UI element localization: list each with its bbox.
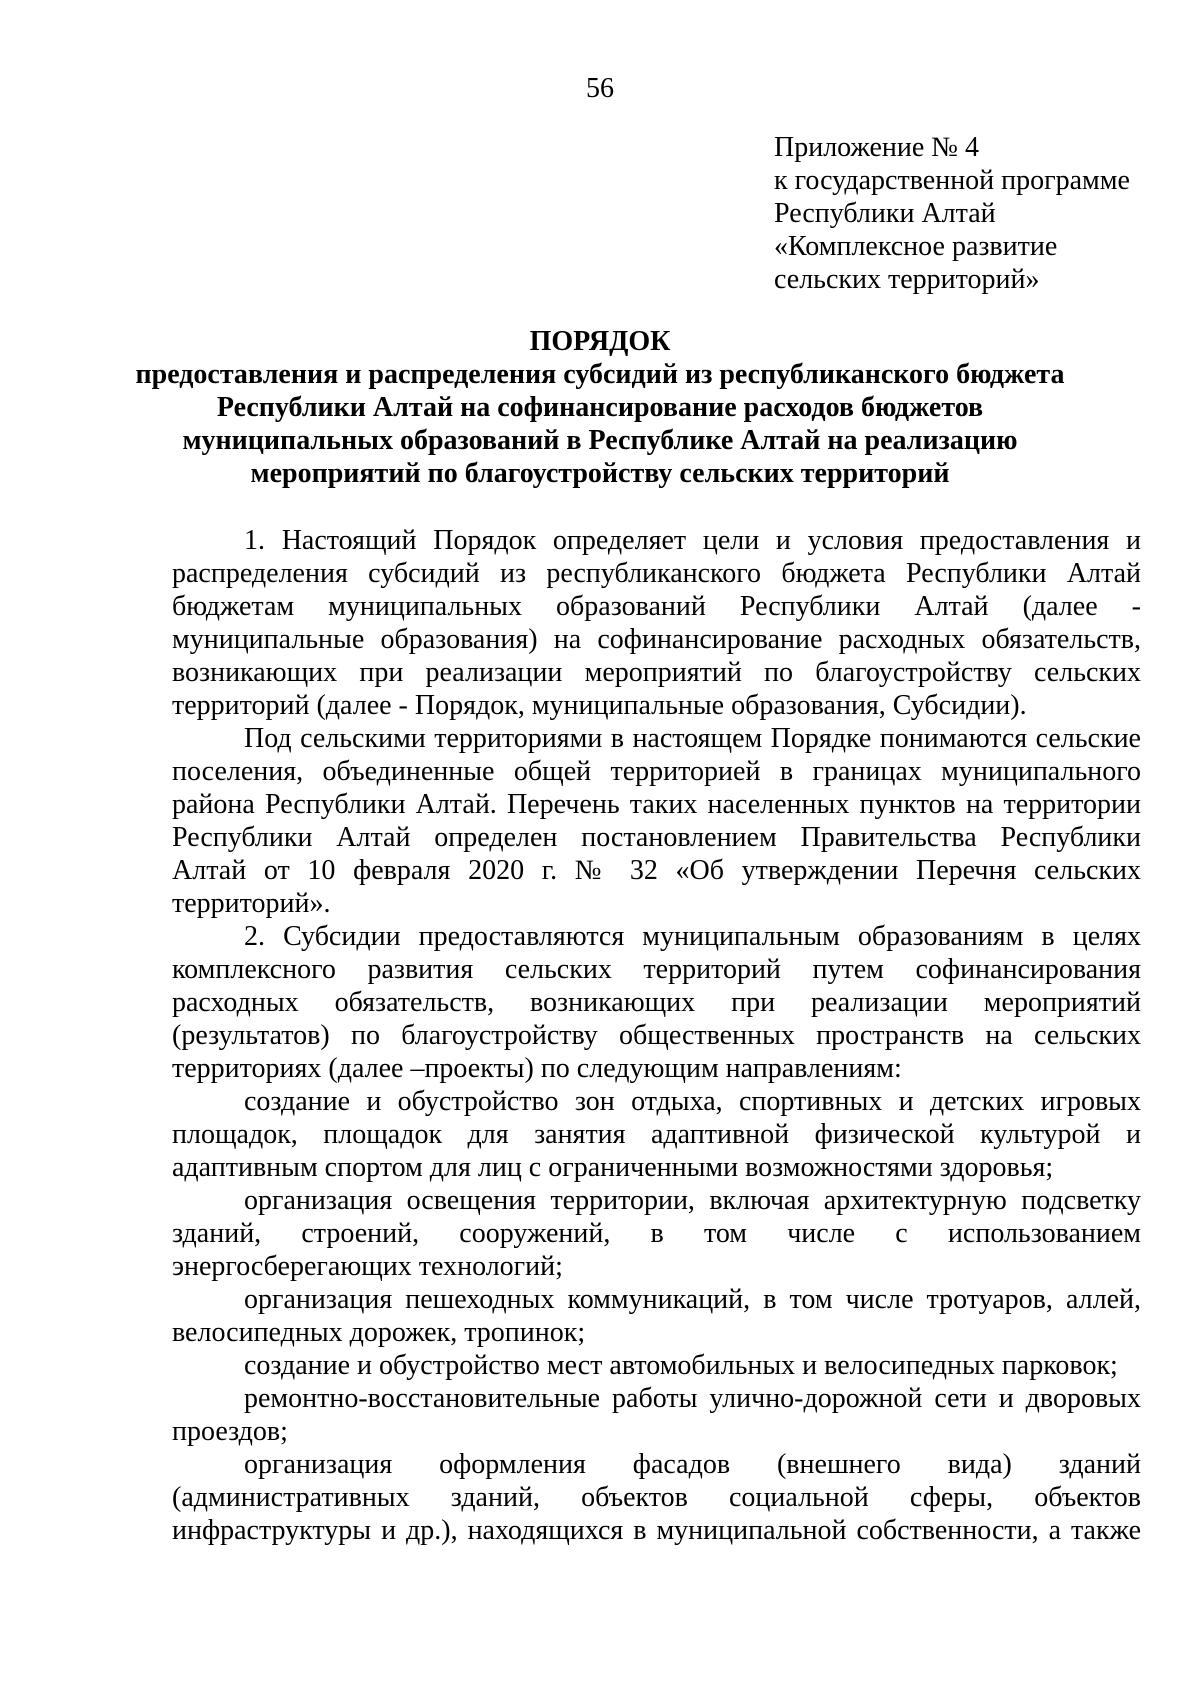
appendix-line: «Комплексное развитие <box>774 231 1058 262</box>
body-line: энергосберегающих технологий; <box>172 1251 563 1282</box>
body-line: зданий, строений, сооружений, в том числе с использованием <box>172 1218 1141 1249</box>
body-line: района Республики Алтай. Перечень таких населенных пунктов на территории <box>172 789 1141 820</box>
appendix-line: к государственной программе <box>774 165 1130 196</box>
body-line: Республики Алтай определен постановлением Правительства Республики <box>172 822 1141 853</box>
body-line: территориях (далее –проекты) по следующим направлениям: <box>172 1053 902 1084</box>
body-line: Алтай от 10 февраля 2020 г. № 32 «Об утверждении Перечня сельских <box>172 855 1141 886</box>
title-line: мероприятий по благоустройству сельских территорий <box>250 458 950 489</box>
body-line: территорий (далее - Порядок, муниципальные образования, Субсидии). <box>172 690 1027 721</box>
body-line: комплексного развития сельских территорий путем софинансирования <box>172 954 1141 985</box>
title-line: Республики Алтай на софинансирование расходов бюджетов <box>216 392 984 423</box>
body-line: 1. Настоящий Порядок определяет цели и условия предоставления и <box>244 525 1141 556</box>
body-line: бюджетам муниципальных образований Республики Алтай (далее - <box>172 591 1141 622</box>
body-line: организация оформления фасадов (внешнего вида) зданий <box>244 1449 1141 1480</box>
body-line: распределения субсидий из республиканского бюджета Республики Алтай <box>172 558 1141 589</box>
body-line: муниципальные образования) на софинансирование расходных обязательств, <box>172 624 1141 655</box>
document-body <box>172 524 1141 1547</box>
body-line: расходных обязательств, возникающих при реализации мероприятий <box>172 987 1141 1018</box>
document-title <box>100 325 1100 490</box>
appendix-line: Приложение № 4 <box>774 132 979 163</box>
title-line: предоставления и распределения субсидий из республиканского бюджета <box>135 359 1065 390</box>
body-line: адаптивным спортом для лиц с ограниченными возможностями здоровья; <box>172 1152 1054 1183</box>
body-line: возникающих при реализации мероприятий по благоустройству сельских <box>172 657 1141 688</box>
title-line: муниципальных образований в Республике Алтай на реализацию <box>182 425 1018 456</box>
body-line: создание и обустройство зон отдыха, спортивных и детских игровых <box>244 1086 1141 1117</box>
body-line: (результатов) по благоустройству общественных пространств на сельских <box>172 1020 1141 1051</box>
body-line: поселения, объединенные общей территорией в границах муниципального <box>172 756 1141 787</box>
body-line: организация освещения территории, включая архитектурную подсветку <box>244 1185 1141 1216</box>
body-line: площадок, площадок для занятия адаптивной физической культурой и <box>172 1119 1141 1150</box>
body-line: велосипедных дорожек, тропинок; <box>172 1317 586 1348</box>
body-line: организация пешеходных коммуникаций, в том числе тротуаров, аллей, <box>244 1284 1141 1315</box>
appendix-line: Республики Алтай <box>774 198 996 229</box>
body-line: инфраструктуры и др.), находящихся в муниципальной собственности, а также <box>172 1515 1141 1546</box>
title-heading: ПОРЯДОК <box>529 326 671 357</box>
body-line: создание и обустройство мест автомобильных и велосипедных парковок; <box>244 1350 1118 1381</box>
body-line: 2. Субсидии предоставляются муниципальным образованиям в целях <box>244 921 1141 952</box>
appendix-line: сельских территорий» <box>774 264 1040 295</box>
body-line: (административных зданий, объектов социальной сферы, объектов <box>172 1482 1141 1513</box>
body-line: территорий». <box>172 888 331 919</box>
body-line: Под сельскими территориями в настоящем Порядке понимаются сельские <box>244 723 1141 754</box>
body-line: проездов; <box>172 1416 288 1447</box>
appendix-reference <box>774 131 1184 296</box>
body-line: ремонтно-восстановительные работы улично-дорожной сети и дворовых <box>244 1383 1141 1414</box>
page-number: 56 <box>586 73 614 104</box>
